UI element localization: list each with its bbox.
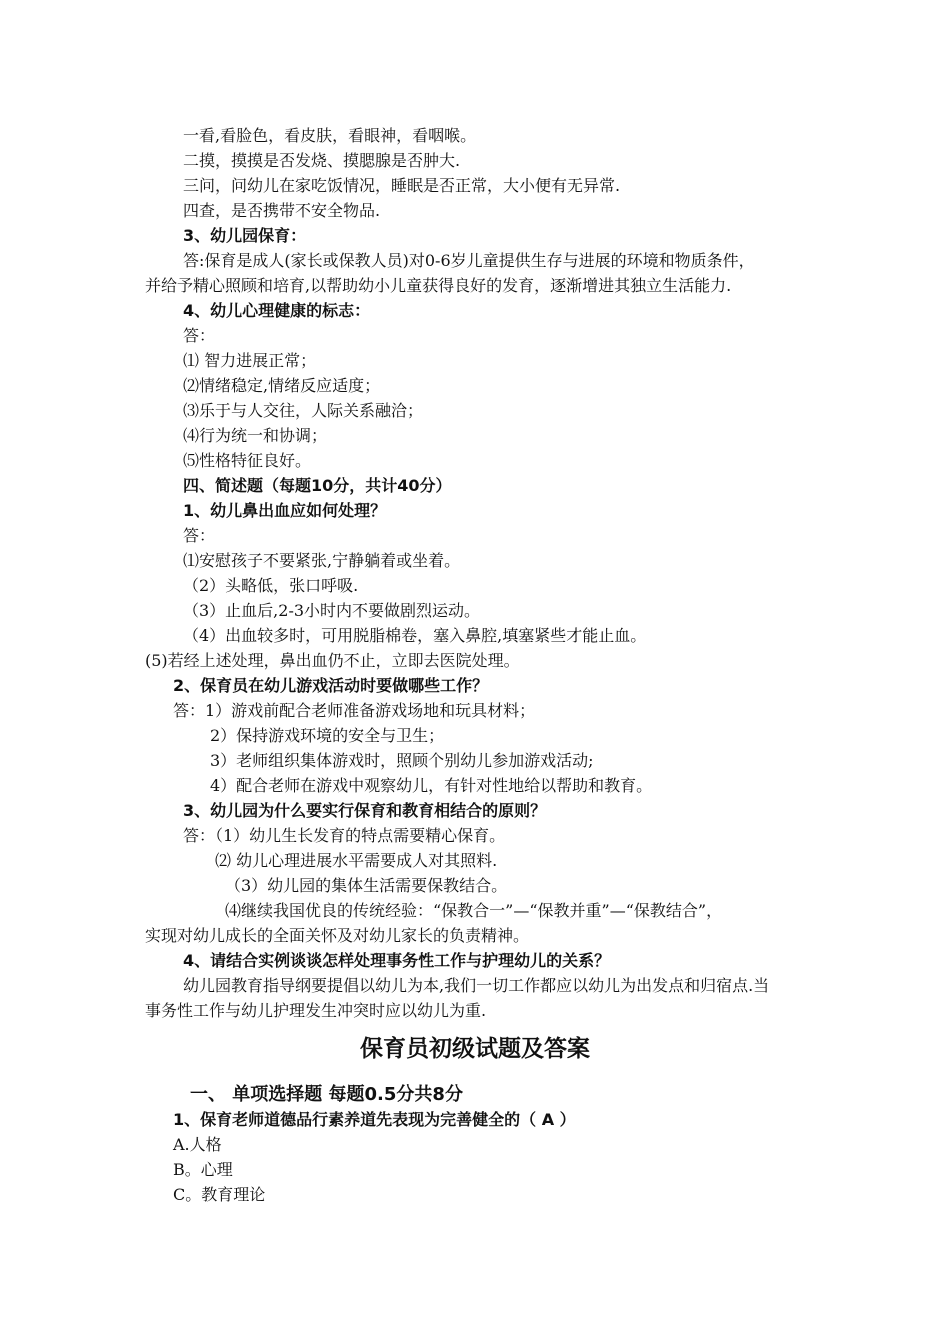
list-item: ⑶乐于与人交往，人际关系融洽； (183, 401, 424, 420)
list-item: （3）止血后,2-3小时内不要做剧烈运动。 (183, 601, 481, 620)
question-heading: 4、幼儿心理健康的标志： (183, 301, 371, 320)
question-heading: 4、请结合实例谈谈怎样处理事务性工作与护理幼儿的关系？ (183, 951, 611, 970)
list-item: （3）幼儿园的集体生活需要保教结合。 (225, 876, 508, 895)
question-heading: 3、幼儿园保育： (183, 226, 307, 245)
question-heading: 1、幼儿鼻出血应如何处理？ (183, 501, 387, 520)
answer-text: 并给予精心照顾和培育,以帮助幼小儿童获得良好的发育，逐渐增进其独立生活能力. (145, 276, 732, 295)
list-item: 4）配合老师在游戏中观察幼儿，有针对性地给以帮助和教育。 (210, 776, 653, 795)
answer-label: 答： (183, 526, 216, 545)
list-item: ⑴ 智力进展正常； (183, 351, 317, 370)
list-item: 答：1）游戏前配合老师准备游戏场地和玩具材料； (173, 701, 536, 720)
list-item: ⑵情绪稳定,情绪反应适度； (183, 376, 381, 395)
question-heading: 1、保育老师道德品行素养道先表现为完善健全的（ A ） (173, 1110, 576, 1129)
text-line: 一看,看脸色，看皮肤，看眼神，看咽喉。 (183, 126, 477, 145)
list-item: （4）出血较多时，可用脱脂棉卷，塞入鼻腔,填塞紧些才能止血。 (183, 626, 647, 645)
answer-text: 答:保育是成人(家长或保教人员)对0-6岁儿童提供生存与进展的环境和物质条件， (183, 251, 755, 270)
text-line: 四查，是否携带不安全物品. (183, 201, 381, 220)
list-item: 答：（1）幼儿生长发育的特点需要精心保育。 (183, 826, 506, 845)
list-item: ⑴安慰孩子不要紧张,宁静躺着或坐着。 (183, 551, 461, 570)
list-item: ⑵ 幼儿心理进展水平需要成人对其照料. (215, 851, 498, 870)
option-item: A.人格 (173, 1135, 222, 1154)
list-item: ⑷继续我国优良的传统经验：“保教合一”—“保教并重”—“保教结合”， (225, 901, 723, 920)
document-title: 保育员初级试题及答案 (360, 1036, 590, 1062)
answer-label: 答： (183, 326, 216, 345)
option-item: B。心理 (173, 1160, 233, 1179)
question-heading: 2、保育员在幼儿游戏活动时要做哪些工作？ (173, 676, 489, 695)
option-item: C。教育理论 (173, 1185, 266, 1204)
answer-text: 事务性工作与幼儿护理发生冲突时应以幼儿为重. (145, 1001, 487, 1020)
list-item: ⑸性格特征良好。 (183, 451, 312, 470)
section-heading: 四、简述题（每题10分，共计40分） (183, 476, 452, 495)
list-item: 2）保持游戏环境的安全与卫生； (210, 726, 445, 745)
list-item: ⑷行为统一和协调； (183, 426, 328, 445)
list-item: （2）头略低，张口呼吸. (183, 576, 359, 595)
list-item: 实现对幼儿成长的全面关怀及对幼儿家长的负责精神。 (145, 926, 530, 945)
question-heading: 3、幼儿园为什么要实行保育和教育相结合的原则？ (183, 801, 547, 820)
answer-text: 幼儿园教育指导纲要提倡以幼儿为本,我们一切工作都应以幼儿为出发点和归宿点.当 (183, 976, 770, 995)
list-item: 3）老师组织集体游戏时，照顾个别幼儿参加游戏活动; (210, 751, 594, 770)
section-heading: 一、 单项选择题 每题0.5分共8分 (190, 1084, 463, 1105)
text-line: 二摸，摸摸是否发烧、摸腮腺是否肿大. (183, 151, 461, 170)
list-item: (5)若经上述处理，鼻出血仍不止，立即去医院处理。 (145, 651, 520, 670)
text-line: 三问，问幼儿在家吃饭情况，睡眠是否正常，大小便有无异常. (183, 176, 621, 195)
